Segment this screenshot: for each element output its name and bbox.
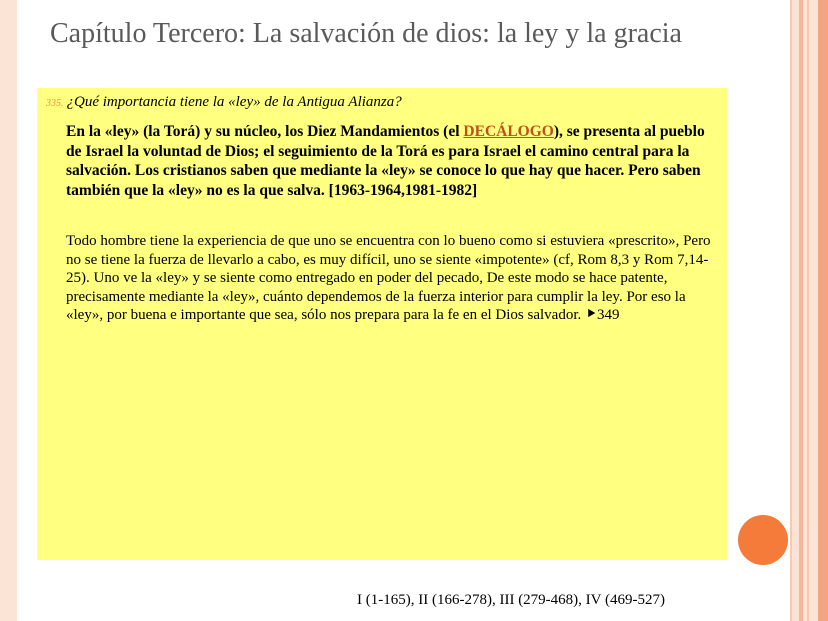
decalogo-link[interactable]: DECÁLOGO [463,123,554,140]
question-number: 335. [46,98,64,109]
question [46,94,402,111]
stripe [807,0,809,621]
right-stripes-decoration [790,0,828,621]
question-text: ¿Qué importancia tiene la «ley» de la Antigua Alianza? [66,94,402,110]
slide-title: Capítulo Tercero: La salvación de dios: la ley y la gracia [50,18,682,49]
orange-circle-decoration [738,515,788,565]
content-box [37,88,727,560]
left-border-decoration [0,0,17,621]
answer-text-start: En la «ley» (la Torá) y su núcleo, los Diez Mandamientos (el [66,123,464,140]
answer-explanation: Todo hombre tiene la experiencia de que uno se encuentra con lo bueno como si estuviera «prescrito», Pero no se tiene la fuerza de llevarlo a cabo, es muy difícil, uno se siente «impotente» (cf, Rom 8,3 y Rom 7,14-25). Uno ve la «ley» y se siente como entregado en poder del pecado, De este modo se hace patente, precisamente mediante la «ley», cuánto dependemos de la fuerza interior para cumplir la ley. Por eso la «ley», por buena e importante que sea, sólo nos prepara para la fe en el Dios salvador. ⯈349 [66,233,711,323]
parts-index-footer: I (1-165), II (166-278), III (279-468), IV (469-527) [357,592,665,608]
answer-text-end: ), se presenta al pueblo de Israel la voluntad de Dios; el seguimiento de la Torá es para Israel el camino central para la salvación. Los cristianos saben que mediante la «ley» se conoce lo que hay que hacer. Pero saben también que la «ley» no es la que salva. [1963-1964,1981-1982] [66,123,705,199]
answer-summary [66,122,721,200]
stripe [799,0,803,621]
stripe [818,0,828,621]
stripe [790,0,792,621]
